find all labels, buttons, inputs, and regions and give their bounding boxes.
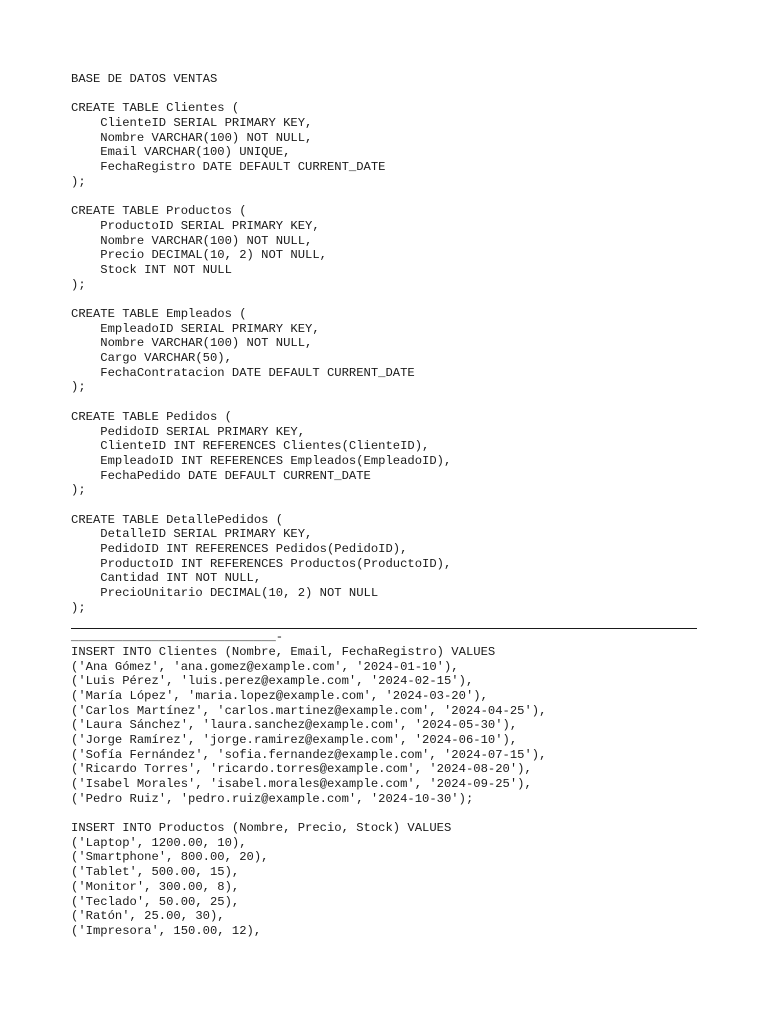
code-line: ClienteID SERIAL PRIMARY KEY,	[71, 116, 313, 131]
document-page	[71, 72, 711, 939]
code-line: PedidoID SERIAL PRIMARY KEY,	[71, 424, 306, 439]
code-line: );	[71, 174, 86, 189]
insert-line: ('Isabel Morales', 'isabel.morales@example.com', '2024-09-25'),	[71, 777, 532, 791]
code-line: PrecioUnitario DECIMAL(10, 2) NOT NULL	[71, 586, 379, 601]
insert-line: INSERT INTO Clientes (Nombre, Email, FechaRegistro) VALUES	[71, 644, 496, 659]
insert-line: INSERT INTO Productos (Nombre, Precio, Stock) VALUES	[71, 821, 452, 836]
code-line: Precio DECIMAL(10, 2) NOT NULL,	[71, 248, 327, 263]
insert-line: ('Impresora', 150.00, 12),	[71, 923, 262, 938]
code-line: CREATE TABLE Clientes (	[71, 101, 240, 116]
blank-line	[71, 498, 711, 513]
code-line: CREATE TABLE Empleados (	[71, 307, 247, 321]
code-line: Nombre VARCHAR(100) NOT NULL,	[71, 233, 313, 248]
code-line: );	[71, 483, 86, 498]
insert-line: ('Laura Sánchez', 'laura.sanchez@example.com', '2024-05-30'),	[71, 718, 518, 733]
insert-line: ('Ricardo Torres', 'ricardo.torres@example.com', '2024-08-20'),	[71, 762, 532, 777]
code-line: Stock INT NOT NULL	[71, 262, 232, 277]
insert-line: ('Ratón', 25.00, 30),	[71, 909, 225, 924]
blank-line	[71, 806, 711, 821]
insert-line: ('Luis Pérez', 'luis.perez@example.com', '2024-02-15'),	[71, 674, 474, 689]
code-line: FechaRegistro DATE DEFAULT CURRENT_DATE	[71, 160, 386, 175]
code-line: );	[71, 600, 86, 615]
code-line: CREATE TABLE Productos (	[71, 204, 247, 219]
code-line: PedidoID INT REFERENCES Pedidos(PedidoID),	[71, 542, 408, 556]
insert-line: ('Ana Gómez', 'ana.gomez@example.com', '2024-01-10'),	[71, 659, 459, 674]
insert-line: ('Teclado', 50.00, 25),	[71, 894, 240, 909]
insert-line: ('María López', 'maria.lopez@example.com', '2024-03-20'),	[71, 688, 488, 703]
blank-line	[71, 292, 711, 307]
code-line: FechaPedido DATE DEFAULT CURRENT_DATE	[71, 468, 371, 483]
code-line: CREATE TABLE DetallePedidos (	[71, 512, 284, 527]
separator-tail: ____________________________-	[71, 630, 284, 645]
code-line: Email VARCHAR(100) UNIQUE,	[71, 145, 291, 160]
code-line: DetalleID SERIAL PRIMARY KEY,	[71, 527, 313, 542]
insert-line: ('Tablet', 500.00, 15),	[71, 865, 240, 880]
code-line: ProductoID SERIAL PRIMARY KEY,	[71, 218, 320, 233]
code-line: Nombre VARCHAR(100) NOT NULL,	[71, 130, 313, 145]
insert-line: ('Sofía Fernández', 'sofia.fernandez@example.com', '2024-07-15'),	[71, 747, 547, 762]
insert-line: ('Carlos Martínez', 'carlos.martinez@example.com', '2024-04-25'),	[71, 703, 547, 718]
blank-line	[71, 87, 711, 102]
insert-line: ('Laptop', 1200.00, 10),	[71, 835, 247, 850]
code-line: ClienteID INT REFERENCES Clientes(ClienteID),	[71, 439, 430, 454]
code-line: Cantidad INT NOT NULL,	[71, 571, 262, 586]
code-line: BASE DE DATOS VENTAS	[71, 72, 218, 86]
insert-line: ('Pedro Ruiz', 'pedro.ruiz@example.com', '2024-10-30');	[71, 791, 474, 806]
schema-block	[71, 72, 711, 615]
code-line: EmpleadoID SERIAL PRIMARY KEY,	[71, 321, 320, 336]
blank-line	[71, 395, 711, 410]
insert-line: ('Monitor', 300.00, 8),	[71, 879, 240, 894]
code-line: );	[71, 277, 86, 292]
code-line: EmpleadoID INT REFERENCES Empleados(EmpleadoID),	[71, 453, 452, 468]
code-line: FechaContratacion DATE DEFAULT CURRENT_DATE	[71, 365, 415, 380]
code-line: );	[71, 380, 86, 395]
inserts-block	[71, 645, 711, 939]
code-line: Nombre VARCHAR(100) NOT NULL,	[71, 336, 313, 351]
code-line: CREATE TABLE Pedidos (	[71, 409, 232, 424]
insert-line: ('Jorge Ramírez', 'jorge.ramirez@example.com', '2024-06-10'),	[71, 732, 518, 747]
code-line: Cargo VARCHAR(50),	[71, 351, 232, 366]
separator-line	[71, 615, 711, 630]
blank-line	[71, 190, 711, 205]
insert-line: ('Smartphone', 800.00, 20),	[71, 850, 269, 865]
code-line: ProductoID INT REFERENCES Productos(ProductoID),	[71, 556, 452, 571]
